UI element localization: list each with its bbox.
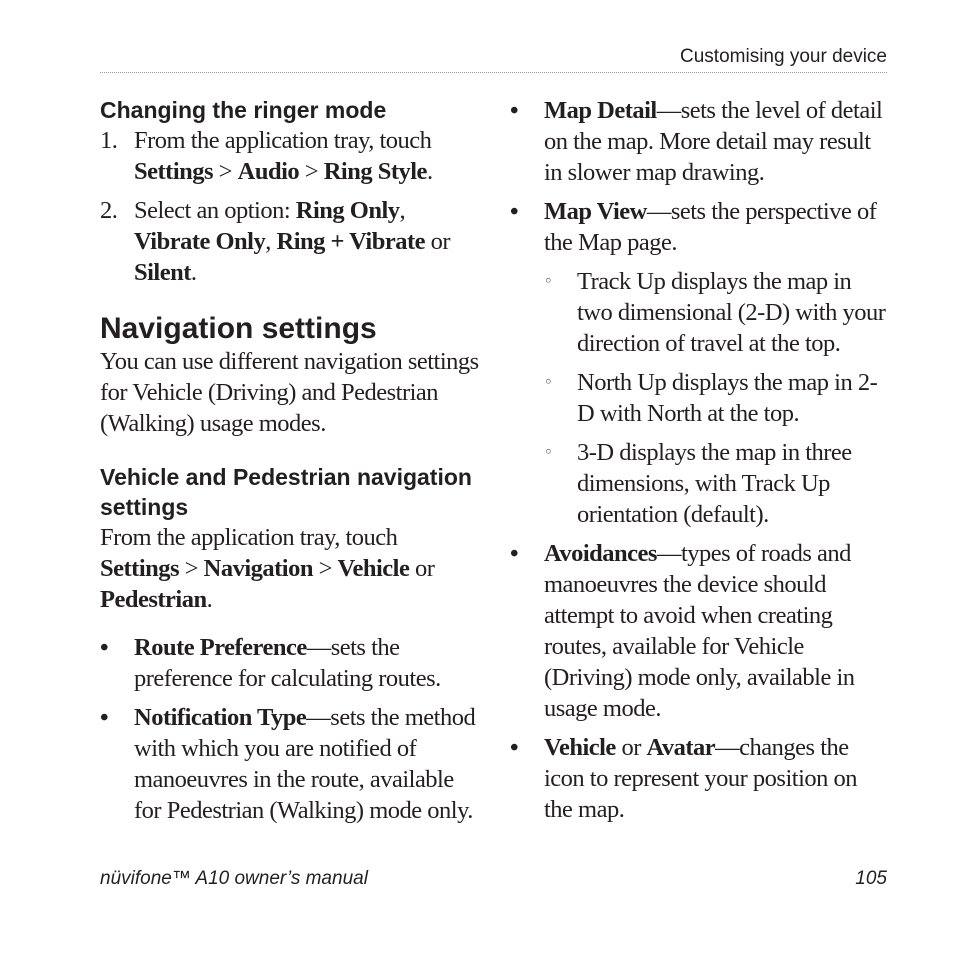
three-d-desc: 3-D displays the map in three dimensions, with Track Up orientation (default).: [577, 439, 852, 528]
intro-text: From the application tray, touch: [100, 524, 398, 551]
navigation-settings-heading: Navigation settings: [100, 312, 377, 345]
three-d-option: [510, 437, 890, 530]
route-preference-item: [100, 632, 480, 694]
page-number: 105: [855, 868, 887, 889]
sub-bullet-icon: ◦: [544, 272, 553, 290]
running-header: Customising your device: [680, 46, 887, 67]
notification-type-item: [100, 702, 480, 826]
navigation-term: Navigation: [203, 555, 313, 582]
bullet-icon: •: [510, 540, 519, 567]
vibrate-only-term: Vibrate Only: [134, 228, 266, 255]
map-detail-term: Map Detail: [544, 97, 657, 124]
ring-vibrate-term: Ring + Vibrate: [276, 228, 426, 255]
track-up-option: [510, 266, 890, 359]
ringer-step-1: [100, 125, 480, 187]
separator: or: [425, 228, 451, 255]
map-detail-desc: —sets the level of detail on the map. More detail may result in slower map drawing.: [544, 97, 883, 186]
sub-bullet-icon: ◦: [544, 373, 553, 391]
step-text: Select an option:: [134, 197, 296, 224]
vehicle-avatar-desc: —changes the icon to represent your position on the map.: [544, 734, 858, 823]
avoidances-term: Avoidances: [544, 540, 657, 567]
separator: or: [615, 734, 647, 761]
left-column: [100, 95, 480, 826]
map-detail-item: [510, 95, 890, 188]
silent-term: Silent: [134, 259, 191, 286]
separator: >: [299, 158, 324, 185]
ringer-step-2: [100, 195, 480, 288]
bullet-icon: •: [510, 198, 519, 225]
manual-title: nüvifone™ A10 owner’s manual: [100, 868, 368, 889]
avatar-term: Avatar: [646, 734, 716, 761]
punctuation: .: [190, 259, 197, 286]
header-divider: [100, 72, 887, 73]
bullet-icon: •: [100, 634, 109, 661]
separator: >: [213, 158, 238, 185]
punctuation: .: [426, 158, 433, 185]
audio-term: Audio: [237, 158, 300, 185]
sub-bullet-icon: ◦: [544, 443, 553, 461]
avoidances-desc: —types of roads and manoeuvres the device should attempt to avoid when creating routes, available for Vehicle (Driving) mode only, available in usage mode.: [544, 540, 855, 722]
navigation-intro: You can use different navigation settings for Vehicle (Driving) and Pedestrian (Walking) usage modes.: [100, 348, 479, 437]
map-view-desc: —sets the perspective of the Map page.: [544, 198, 877, 256]
bullet-icon: •: [510, 734, 519, 761]
vehicle-pedestrian-intro: [100, 522, 480, 615]
bullet-icon: •: [510, 97, 519, 124]
right-column: [510, 95, 890, 825]
separator: ,: [399, 197, 406, 224]
map-view-term: Map View: [544, 198, 647, 225]
vehicle-term: Vehicle: [544, 734, 616, 761]
route-preference-desc: —sets the preference for calculating routes.: [134, 634, 441, 692]
vehicle-avatar-item: [510, 732, 890, 825]
step-text: From the application tray, touch: [134, 127, 432, 154]
pedestrian-term: Pedestrian: [100, 586, 207, 613]
ringer-mode-heading: Changing the ringer mode: [100, 97, 387, 123]
avoidances-item: [510, 538, 890, 724]
separator: >: [312, 555, 338, 582]
notification-type-desc: —sets the method with which you are notified of manoeuvres in the route, available for Pedestrian (Walking) mode only.: [134, 704, 476, 824]
ring-style-term: Ring Style: [323, 158, 427, 185]
step-number: 1.: [100, 127, 118, 154]
separator: >: [179, 555, 204, 582]
separator: or: [409, 555, 435, 582]
settings-term: Settings: [134, 158, 214, 185]
north-up-desc: North Up displays the map in 2-D with North at the top.: [577, 369, 878, 427]
vehicle-term: Vehicle: [337, 555, 410, 582]
route-preference-term: Route Preference: [134, 634, 307, 661]
notification-type-term: Notification Type: [134, 704, 307, 731]
punctuation: .: [206, 586, 213, 613]
step-number: 2.: [100, 197, 118, 224]
settings-term: Settings: [100, 555, 180, 582]
north-up-option: [510, 367, 890, 429]
bullet-icon: •: [100, 704, 109, 731]
track-up-desc: Track Up displays the map in two dimensional (2-D) with your direction of travel at the top.: [577, 268, 886, 357]
map-view-item: [510, 196, 890, 258]
vehicle-pedestrian-heading: Vehicle and Pedestrian navigation settings: [100, 464, 472, 520]
separator: ,: [265, 228, 277, 255]
ring-only-term: Ring Only: [295, 197, 400, 224]
